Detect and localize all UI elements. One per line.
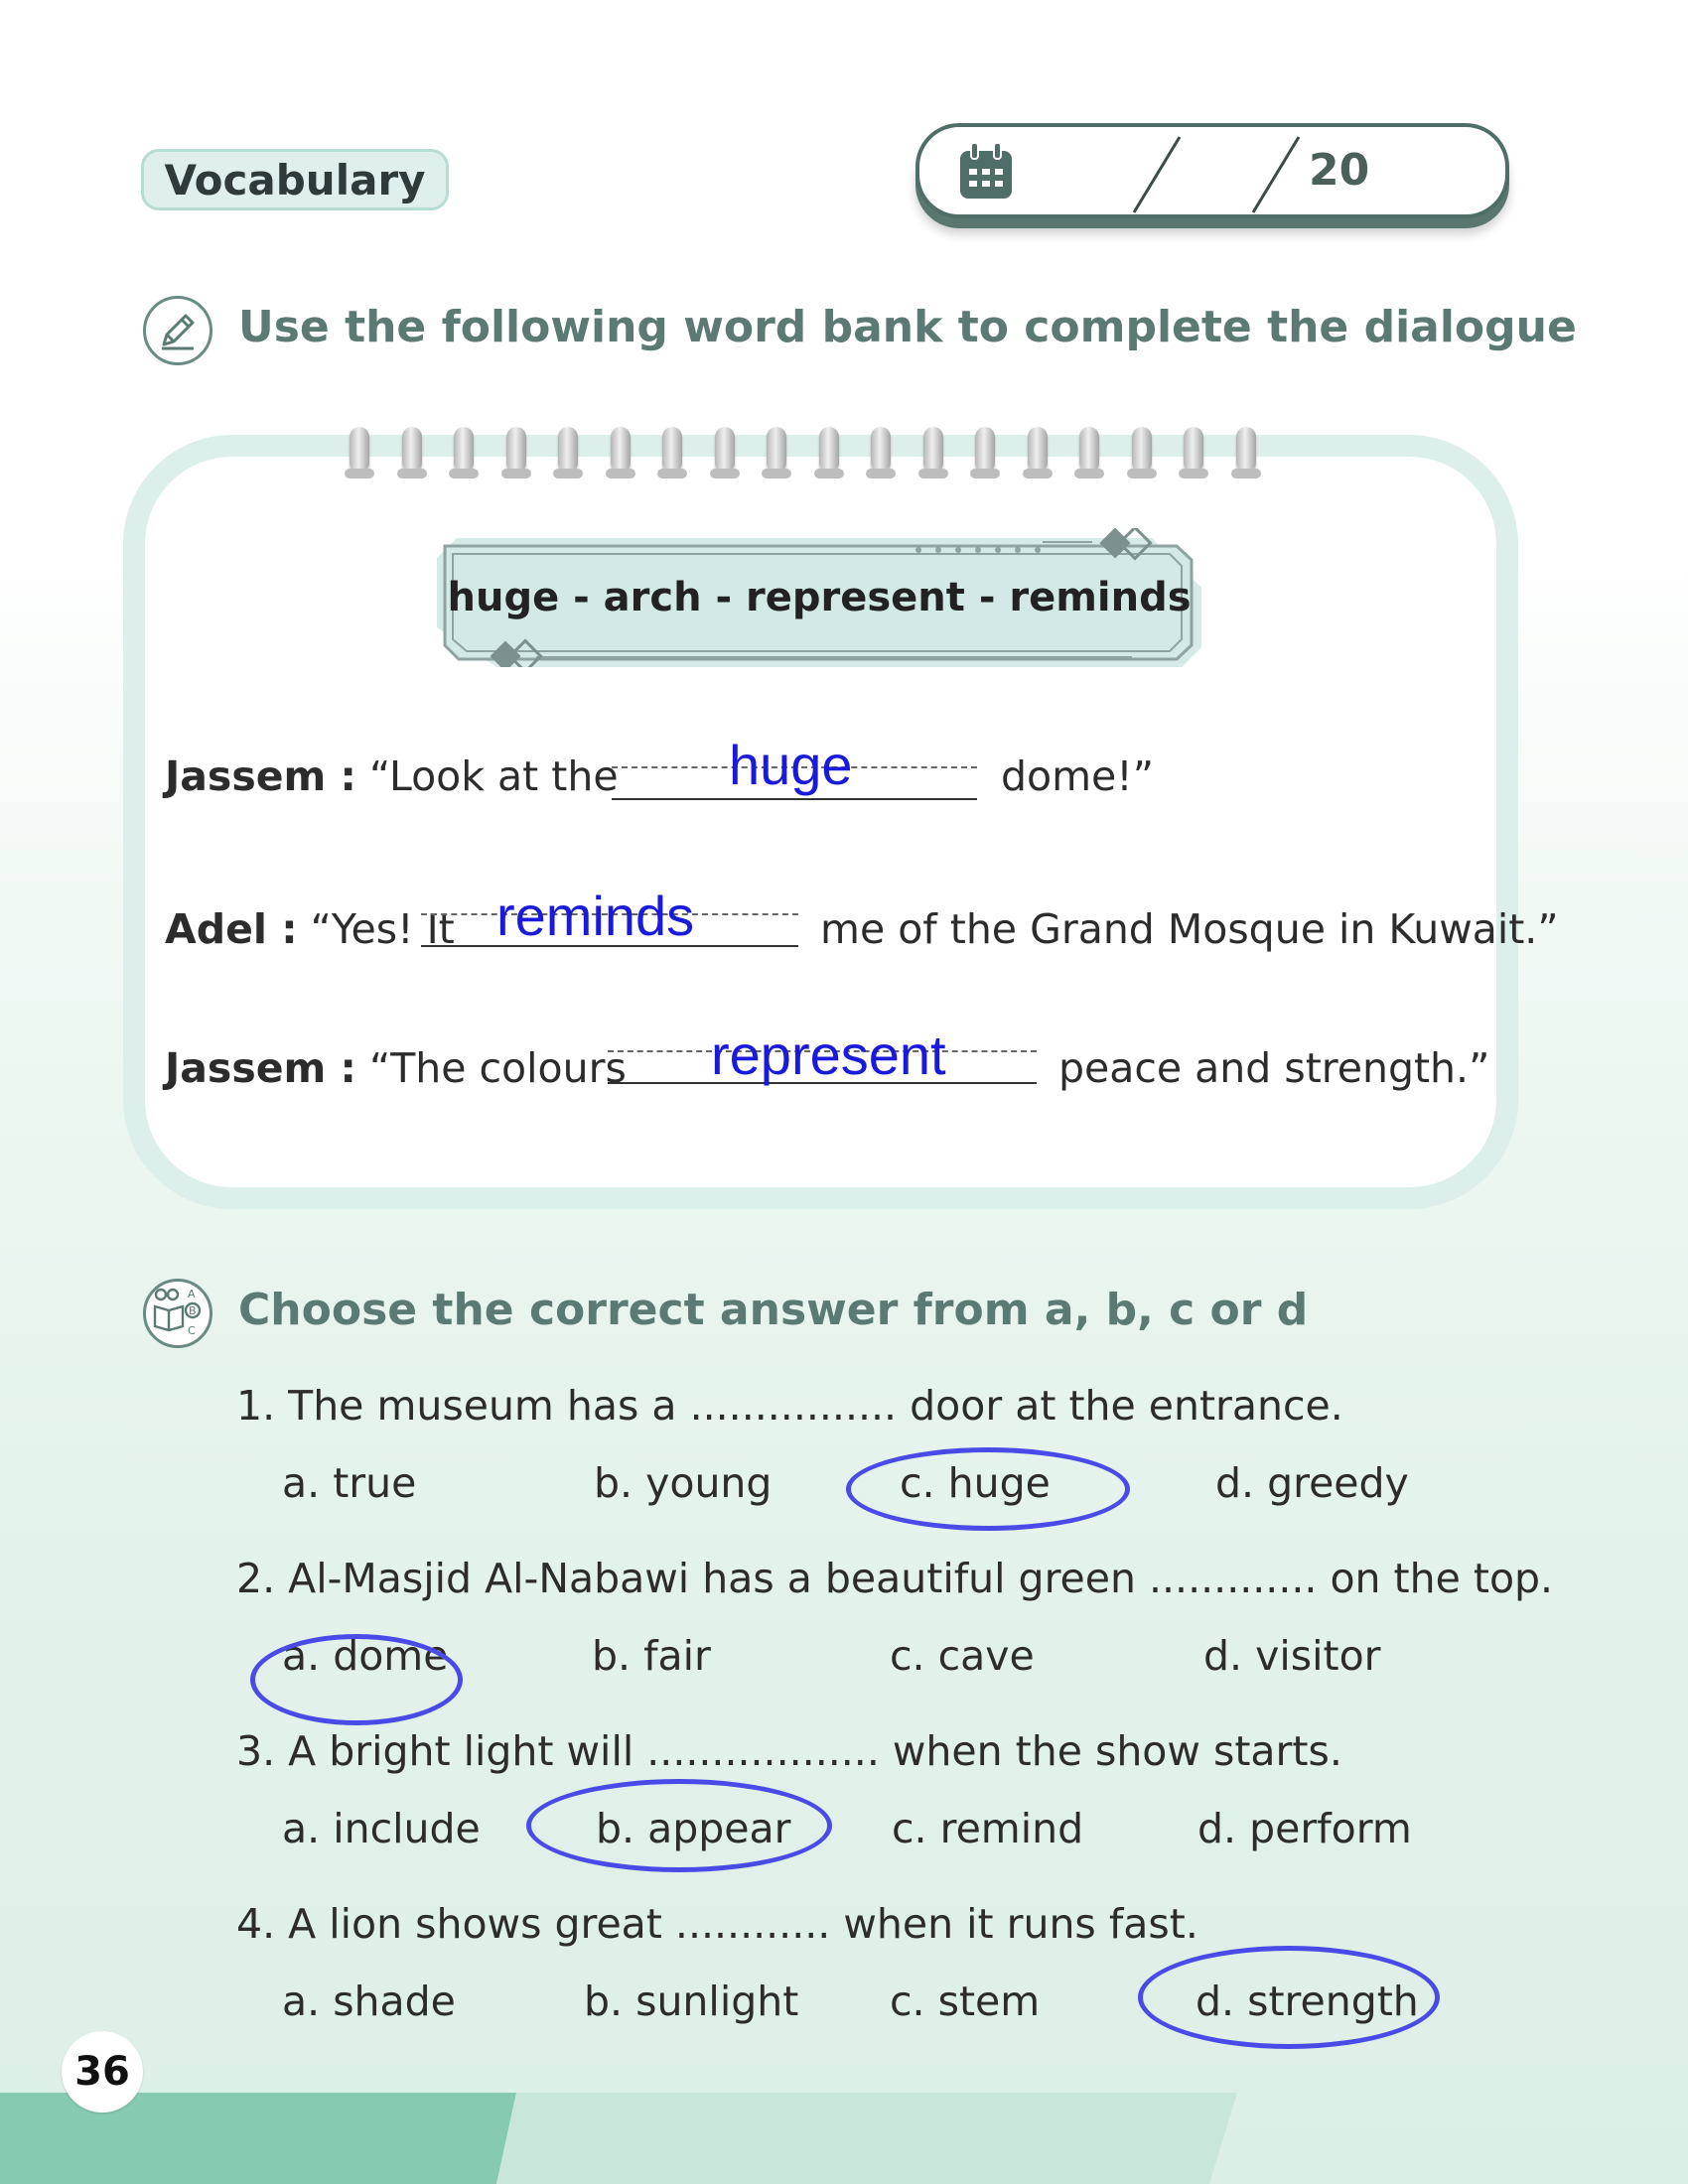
abc-letter: B xyxy=(189,1304,197,1317)
answer-circle xyxy=(526,1779,832,1872)
option[interactable]: a. dome xyxy=(282,1632,449,1680)
calendar-icon xyxy=(957,141,1015,203)
question: 2. Al-Masjid Al-Nabawi has a beautiful green ............. on the top. xyxy=(236,1555,1554,1602)
pencil-icon xyxy=(143,296,212,365)
dialogue-text: “The colours xyxy=(368,1044,627,1092)
option[interactable]: a. true xyxy=(282,1459,417,1507)
answer-blank[interactable] xyxy=(612,798,977,800)
date-slash xyxy=(1128,133,1188,216)
handwritten-answer: represent xyxy=(711,1024,946,1086)
spiral-ring xyxy=(1236,427,1256,473)
dialogue-text: “Look at the xyxy=(368,752,619,800)
spiral-ring xyxy=(662,427,682,473)
abc-letter: A xyxy=(188,1288,196,1300)
option[interactable]: c. cave xyxy=(890,1632,1035,1680)
option[interactable]: b. sunlight xyxy=(584,1978,799,2025)
section2-instruction: Choose the correct answer from a, b, c or d xyxy=(238,1285,1309,1335)
section1-instruction: Use the following word bank to complete the dialogue xyxy=(238,302,1577,352)
spiral-ring xyxy=(558,427,578,473)
spiral-ring xyxy=(402,427,422,473)
option[interactable]: a. shade xyxy=(282,1978,456,2025)
answer-circle xyxy=(846,1447,1130,1531)
spiral-ring xyxy=(350,427,369,473)
spiral-ring xyxy=(923,427,943,473)
spiral-ring xyxy=(1132,427,1152,473)
option[interactable]: b. appear xyxy=(596,1805,791,1852)
question: 1. The museum has a ................ door at the entrance. xyxy=(236,1382,1343,1430)
option[interactable]: d. perform xyxy=(1197,1805,1412,1852)
spiral-ring xyxy=(611,427,631,473)
option[interactable]: d. strength xyxy=(1196,1978,1419,2025)
dialogue-line xyxy=(165,905,455,953)
footer-band xyxy=(0,2093,1688,2184)
dialogue-line xyxy=(165,752,619,800)
date-box xyxy=(915,123,1509,218)
spiral-ring xyxy=(454,427,474,473)
spiral-ring xyxy=(1028,427,1048,473)
date-slash xyxy=(1247,133,1307,216)
option[interactable]: c. remind xyxy=(892,1805,1084,1852)
abc-book-icon xyxy=(143,1279,212,1348)
question: 3. A bright light will .................. when the show starts. xyxy=(236,1727,1342,1775)
spiral-ring xyxy=(1079,427,1099,473)
option[interactable]: c. stem xyxy=(890,1978,1041,2025)
option[interactable]: b. fair xyxy=(592,1632,711,1680)
option[interactable]: d. greedy xyxy=(1215,1459,1409,1507)
spiral-ring xyxy=(506,427,526,473)
dialogue-line xyxy=(165,1044,627,1092)
speaker: Adel : xyxy=(165,905,298,953)
dialogue-text: me of the Grand Mosque in Kuwait.” xyxy=(820,905,1559,953)
spiral-ring xyxy=(819,427,839,473)
speaker: Jassem : xyxy=(165,752,356,800)
option[interactable]: c. huge xyxy=(900,1459,1051,1507)
spiral-ring xyxy=(767,427,786,473)
option[interactable]: d. visitor xyxy=(1203,1632,1381,1680)
spiral-ring xyxy=(715,427,735,473)
spiral-ring xyxy=(1184,427,1203,473)
spiral-ring xyxy=(871,427,891,473)
section-label-badge: Vocabulary xyxy=(141,149,449,210)
word-bank xyxy=(437,528,1201,667)
answer-circle xyxy=(250,1634,463,1725)
dialogue-text: dome!” xyxy=(1001,752,1154,800)
date-year: 20 xyxy=(1309,145,1370,196)
handwritten-answer: huge xyxy=(729,734,853,796)
abc-letter: C xyxy=(188,1324,196,1337)
option[interactable]: b. young xyxy=(594,1459,773,1507)
handwritten-answer: reminds xyxy=(496,885,695,947)
answer-circle xyxy=(1138,1946,1440,2049)
speaker: Jassem : xyxy=(165,1044,356,1092)
dialogue-text: “Yes! It xyxy=(310,905,455,953)
question: 4. A lion shows great ............ when it runs fast. xyxy=(236,1900,1198,1948)
word-bank-words: huge - arch - represent - reminds xyxy=(447,575,1192,620)
option[interactable]: a. include xyxy=(282,1805,481,1852)
spiral-ring xyxy=(975,427,995,473)
dialogue-text: peace and strength.” xyxy=(1058,1044,1490,1092)
page-number: 36 xyxy=(62,2031,143,2113)
